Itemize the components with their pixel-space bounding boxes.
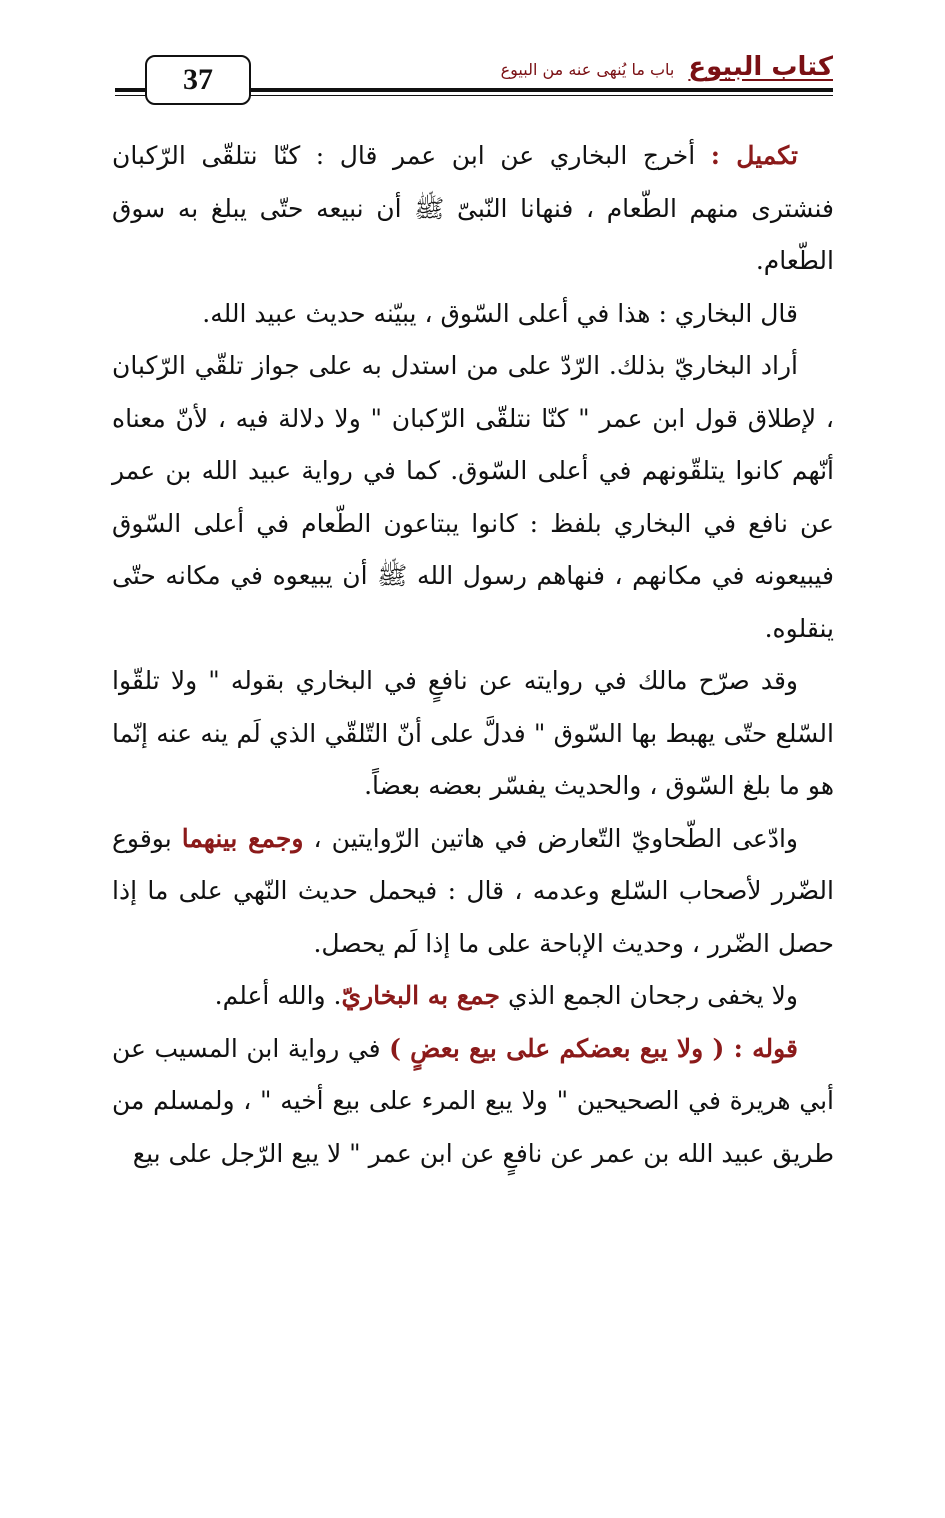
paragraph-tahawi [112,813,834,971]
paragraph-conclusion [112,970,834,1023]
highlighted-phrase: جمع به البخاريّ [341,981,500,1010]
chapter-title: باب ما يُنهى عنه من البيوع [500,60,675,79]
book-title: كتاب البيوع [688,52,833,82]
header-titles [501,52,833,86]
paragraph-takmil [112,130,834,288]
paragraph-lead: تكميل : [710,141,798,170]
page-number: 37 [145,55,251,105]
paragraph-text: في رواية ابن المسيب عن أبي هريرة في الصحيحين " ولا يبع المرء على بيع أخيه " ، ولمسلم من طريق عبيد الله بن عمر عن نافعٍ عن ابن عمر " لا يبع الرّجل على بيع [112,1033,834,1168]
page-header [115,52,833,98]
paragraph-lead: قوله : ( ولا يبع بعضكم على بيع بعضٍ ) [389,1033,798,1063]
paragraph-text: قال البخاري : هذا في أعلى السّوق ، يبيّنه حديث عبيد الله. [202,298,798,328]
paragraph-text: وقد صرّح مالك في روايته عن نافعٍ في البخاري بقوله " ولا تلقّوا السّلع حتّى يهبط بها السّوق " فدلَّ على أنّ التّلقّي الذي لَم ينه عنه إنّما هو ما بلغ السّوق ، والحديث يفسّر بعضه بعضاً. [112,666,834,800]
paragraph-qawluhu [112,1023,834,1181]
page-body [112,130,834,1180]
paragraph-text: . والله أعلم. [214,981,342,1010]
paragraph-bukhari-intent [112,340,834,655]
paragraph-text: أخرج البخاري عن ابن عمر قال : كنّا نتلقّى الرّكبان فنشترى منهم الطّعام ، فنهانا النّبىّ ﷺ أن نبيعه حتّى يبلغ به سوق الطّعام. [112,141,834,275]
highlighted-phrase: وجمع بينهما [181,823,304,853]
paragraph-text: بوقوع الضّرر لأصحاب السّلع وعدمه ، قال : فيحمل حديث النّهي على ما إذا حصل الضّرر ، وحديث الإباحة على ما إذا لَم يحصل. [112,823,834,958]
paragraph-text: أراد البخاريّ بذلك. الرّدّ على من استدل به على جواز تلقّي الرّكبان ، لإطلاق قول ابن عمر " كنّا نتلقّى الرّكبان " ولا دلالة فيه ، لأنّ معناه أنّهم كانوا يتلقّونهم في أعلى السّوق. كما في رواية عبيد الله بن عمر عن نافع في البخاري بلفظ : كانوا يبتاعون الطّعام في أعلى السّوق فيبيعونه في مكانهم ، فنهاهم رسول الله ﷺ أن يبيعوه في مكانه حتّى ينقلوه. [112,351,834,643]
paragraph-text: وادّعى الطّحاويّ التّعارض في هاتين الرّوايتين ، [303,823,798,853]
paragraph-bukhari-note [112,288,834,341]
paragraph-malik [112,655,834,813]
paragraph-text: ولا يخفى رجحان الجمع الذي [500,981,798,1010]
